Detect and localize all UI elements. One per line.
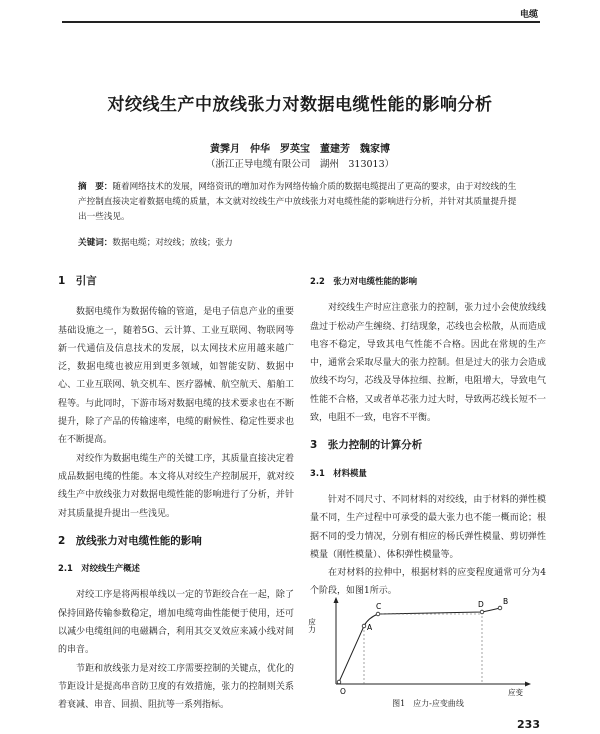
paragraph: 在对材料的拉伸中，根据材料的应变程度通常可分为4个阶段，如图1所示。 [310,568,546,597]
keywords-label: 关键词： [78,238,113,248]
header-rule [62,21,540,23]
left-column [58,272,294,715]
keywords-text: 数据电缆；对绞线；放线；张力 [112,238,233,248]
affiliation: （浙江正导电缆有限公司 湖州 313013） [205,159,395,170]
curve-point [362,624,366,628]
curve-point [498,606,502,610]
running-header: 电缆 [519,10,538,20]
paragraph: 针对不同尺寸、不同材料的对绞线，由于材料的弹性模量不同，生产过程中可承受的最大张力也不能一概而论；根据不同的受力情况，分别有相应的杨氏弹性模量、剪切弹性模量（刚性模量）、体积弹性模量等。 [310,494,546,560]
subsection-heading-overview: 2.1 对绞线生产概述 [58,563,140,574]
paragraph: 对绞线生产时应注意张力的控制，张力过小会使放线线盘过于松动产生缠绕、打结现象，芯线也会松散，从而造成电容不稳定，导致其电气性能不合格。因此在常规的生产中，通常会采取尽量大的张力控制。但是过大的张力会造成放线不均匀，芯线及导体拉细、拉断，电阻增大，导致电气性能不合格，又或者单芯张力过大时，导致两芯线长短不一致，电阻不一致，电容不平衡。 [310,303,546,424]
curve-point [480,610,484,614]
point-label-c: C [376,602,382,611]
abstract [78,180,518,225]
paragraph: 对绞工序是将两根单线以一定的节距绞合在一起，除了保持回路传输参数稳定，增加电缆弯曲性能便于使用，还可以减少电缆组间的电磁耦合，利用其交叉效应来减小线对间的串音。 [58,590,294,656]
author-list: 黄霁月 仲华 罗英宝 董建芳 魏家博 [210,144,390,155]
abstract-label: 摘 要： [78,182,113,192]
paragraph: 数据电缆作为数据传输的管道，是电子信息产业的重要基础设施之一，随着5G、云计算、工业互联网、物联网等新一代通信及信息技术的发展，以太网技术应用越来越广泛，数据电缆也被应用到更多领域，如智能安防、数据中心、工业互联网、轨交机车、医疗器械、航空航天、船舶工程等。与此同时，下游市场对数据电缆的技术要求也在不断提升，除了产品的传输速率，电缆的耐候性、稳定性要求也在不断提高。 [58,307,294,446]
section-heading-introduction: 1 引言 [58,275,97,287]
y-axis-label: 应力 [307,618,317,633]
page-number: 233 [517,718,540,731]
point-label-o: O [340,687,346,696]
x-axis-label: 应变 [508,688,523,697]
abstract-text: 随着网络技术的发展，网络资讯的增加对作为网络传输介质的数据电缆提出了更高的要求，由于对绞线的生产控制直接决定着数据电缆的质量，本文就对绞线生产中放线张力对电缆性能的影响进行分析，并针对其质量提升提出一些浅见。 [78,182,517,222]
paper-title: 对绞线生产中放线张力对数据电缆性能的影响分析 [107,95,493,115]
keywords [78,236,233,248]
curve-point [376,612,380,616]
point-label-b: B [503,597,509,606]
y-axis-arrow [334,597,339,603]
curve-point [337,680,341,684]
subsection-heading-modulus: 3.1 材料模量 [310,467,367,478]
stress-strain-curve [339,608,500,682]
paragraph: 对绞作为数据电缆生产的关键工序，其质量直接决定着成品数据电缆的性能。本文将从对绞生产控制展开，就对绞线生产中放线张力对数据电缆性能的影响进行了分析，并针对其质量提升提出一些浅见。 [58,453,294,519]
right-column [310,272,546,601]
point-label-d: D [478,600,484,609]
x-axis-arrow [525,682,531,687]
section-heading-calculation: 3 张力控制的计算分析 [310,439,423,452]
figure-caption: 图1 应力-应变曲线 [392,699,464,708]
point-label-a: A [367,623,373,632]
subsection-heading-tension: 2.2 张力对电缆性能的影响 [310,276,417,286]
paragraph: 节距和放线张力是对绞工序需要控制的关键点，优化的节距设计是提高串音防卫度的有效措施，张力的控制则关系着衰减、串音、回损、阻抗等一系列指标。 [58,663,294,711]
section-heading-tension-effect: 2 放线张力对电缆性能的影响 [58,534,202,547]
